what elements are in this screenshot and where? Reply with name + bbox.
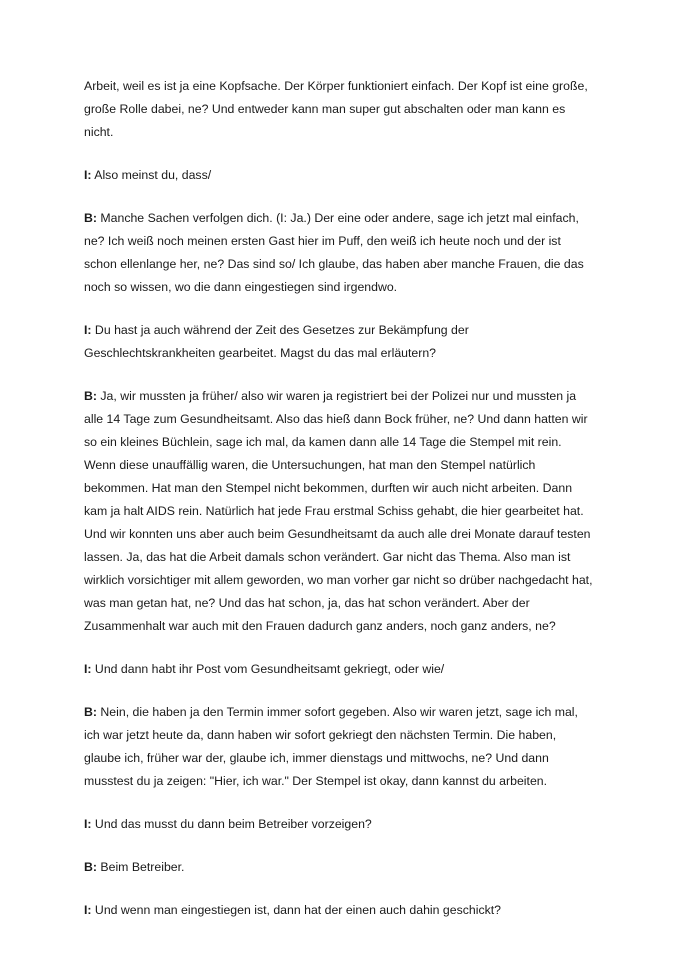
paragraph-text: Also meinst du, dass/ — [91, 168, 212, 182]
speaker-label: B: — [84, 860, 97, 874]
paragraph-7 — [84, 701, 596, 793]
paragraph-text: Und wenn man eingestiegen ist, dann hat der einen auch dahin geschickt? — [91, 903, 502, 917]
paragraph-text: Ja, wir mussten ja früher/ also wir waren ja registriert bei der Polizei nur und mussten ja alle 14 Tage zum Gesundheitsamt. Also das hieß dann Bock früher, ne? Und dann hatten wir so ein kleines Büchlein, sage ich mal, da kamen dann alle 14 Tage die Stempel mit rein. Wenn diese unauffällig waren, die Untersuchungen, hat man den Stempel natürlich bekommen. Hat man den Stempel nicht bekommen, durften wir auch nicht arbeiten. Dann kam ja halt AIDS rein. Natürlich hat jede Frau erstmal Schiss gehabt, die hier gearbeitet hat. Und wir konnten uns aber auch beim Gesundheitsamt da auch alle drei Monate darauf testen lassen. Ja, das hat die Arbeit damals schon verändert. Gar nicht das Thema. Also man ist wirklich vorsichtiger mit allem geworden, wo man vorher gar nicht so drüber nachgedacht hat, was man getan hat, ne? Und das hat schon, ja, das hat schon verändert. Aber der Zusammenhalt war auch mit den Frauen dadurch ganz anders, noch ganz anders, ne? — [84, 389, 593, 633]
speaker-label: I: — [84, 168, 92, 182]
speaker-label: B: — [84, 389, 97, 403]
paragraph-9 — [84, 856, 596, 879]
speaker-label: B: — [84, 211, 97, 225]
paragraph-3 — [84, 207, 596, 299]
paragraph-text: Arbeit, weil es ist ja eine Kopfsache. Der Körper funktioniert einfach. Der Kopf ist eine große, große Rolle dabei, ne? Und entweder kann man super gut abschalten oder man kann es nicht. — [84, 79, 588, 139]
paragraph-text: Du hast ja auch während der Zeit des Gesetzes zur Bekämpfung der Geschlechtskrankheiten gearbeitet. Magst du das mal erläutern? — [84, 323, 469, 360]
paragraph-2 — [84, 164, 596, 187]
paragraph-5 — [84, 385, 596, 638]
speaker-label: I: — [84, 323, 92, 337]
paragraph-8 — [84, 813, 596, 836]
paragraph-text: Nein, die haben ja den Termin immer sofort gegeben. Also wir waren jetzt, sage ich mal, ich war jetzt heute da, dann haben wir sofort gekriegt den nächsten Termin. Die haben, glaube ich, früher war der, glaube ich, immer dienstags und mittwochs, ne? Und dann musstest du ja zeigen: "Hier, ich war." Der Stempel ist okay, dann kannst du arbeiten. — [84, 705, 578, 788]
speaker-label: I: — [84, 903, 92, 917]
paragraph-text: Beim Betreiber. — [96, 860, 185, 874]
paragraph-text: Manche Sachen verfolgen dich. (I: Ja.) Der eine oder andere, sage ich jetzt mal einfach, ne? Ich weiß noch meinen ersten Gast hier im Puff, den weiß ich heute noch und der ist schon ellenlange her, ne? Das sind so/ Ich glaube, das haben aber manche Frauen, die das noch so wissen, wo die dann eingestiegen sind irgendwo. — [84, 211, 584, 294]
paragraph-10 — [84, 899, 596, 922]
speaker-label: I: — [84, 662, 92, 676]
paragraph-4 — [84, 319, 596, 365]
paragraph-text: Und das musst du dann beim Betreiber vorzeigen? — [91, 817, 372, 831]
paragraph-text: Und dann habt ihr Post vom Gesundheitsamt gekriegt, oder wie/ — [91, 662, 445, 676]
paragraph-1 — [84, 75, 596, 144]
speaker-label: I: — [84, 817, 92, 831]
paragraph-6 — [84, 658, 596, 681]
speaker-label: B: — [84, 705, 97, 719]
